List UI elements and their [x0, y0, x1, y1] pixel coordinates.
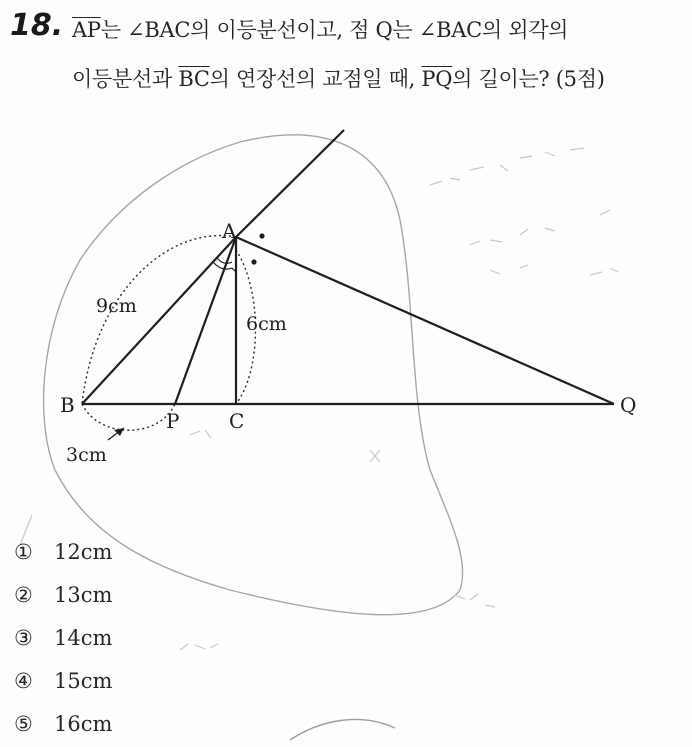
- segment-ap: $\overline{AP}$: [72, 18, 101, 42]
- choice-2-text: 13cm: [54, 582, 113, 607]
- question-text-line2-part2: 의 연장선의 교점일 때,: [209, 67, 422, 91]
- line-extension-ba: [236, 130, 344, 237]
- pencil-scribble-bottom: [290, 719, 395, 740]
- question-text-line2-part3: 의 길이는? (5점): [452, 67, 605, 91]
- answer-choices: [14, 530, 112, 745]
- choice-2-number: ②: [14, 582, 33, 607]
- question-text-line2-part1: 이등분선과: [72, 67, 179, 91]
- length-label-bp: 3cm: [66, 444, 107, 466]
- length-label-ac: 6cm: [246, 313, 287, 335]
- line-aq: [236, 237, 614, 404]
- question-text-line1-body: 는 ∠BAC의 이등분선이고, 점 Q는 ∠BAC의 외각의: [100, 18, 569, 42]
- point-label-p: P: [166, 409, 180, 433]
- choice-4[interactable]: [14, 659, 112, 702]
- question-number: 18.: [10, 8, 64, 43]
- length-label-ab: 9cm: [96, 295, 137, 317]
- choice-5[interactable]: [14, 702, 112, 745]
- choice-4-text: 15cm: [54, 668, 113, 693]
- exterior-angle-dot-1: [259, 233, 264, 238]
- dotted-arc-bp: [82, 404, 175, 430]
- choice-3-number: ③: [14, 625, 33, 650]
- point-label-q: Q: [620, 393, 637, 417]
- point-label-b: B: [60, 393, 75, 417]
- choice-1[interactable]: [14, 530, 112, 573]
- choice-1-number: ①: [14, 539, 33, 564]
- line-ap: [175, 237, 236, 404]
- exterior-angle-dot-2: [251, 259, 256, 264]
- point-label-a: A: [222, 219, 237, 243]
- segment-pq: $\overline{PQ}$: [421, 67, 453, 91]
- choice-3[interactable]: [14, 616, 112, 659]
- angle-mark-bap-inner: [217, 258, 232, 263]
- point-label-c: C: [229, 409, 245, 433]
- segment-bc: $\overline{BC}$: [178, 67, 210, 91]
- choice-5-text: 16cm: [54, 711, 113, 736]
- choice-4-number: ④: [14, 668, 33, 693]
- choice-5-number: ⑤: [14, 711, 33, 736]
- line-ab: [82, 237, 236, 404]
- choice-2[interactable]: [14, 573, 112, 616]
- choice-1-text: 12cm: [54, 539, 113, 564]
- triangle-lines: [82, 130, 614, 404]
- choice-3-text: 14cm: [54, 625, 113, 650]
